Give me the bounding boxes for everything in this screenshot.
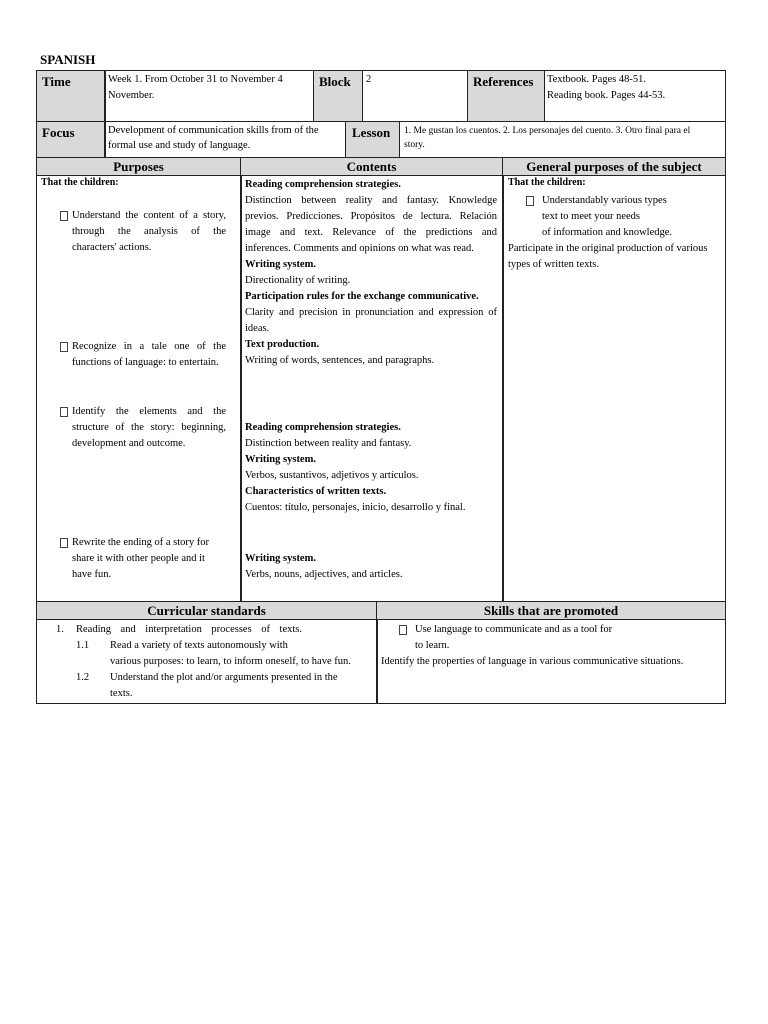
content-text: Writing of words, sentences, and paragraphs. <box>245 355 435 366</box>
content-heading: Reading comprehension strategies. <box>245 179 401 190</box>
standard-num: 1. <box>56 624 64 635</box>
standard-sub-num: 1.2 <box>76 672 90 683</box>
references-line1: Textbook. Pages 48-51. <box>547 74 647 85</box>
references-label: References <box>473 74 534 89</box>
content-heading: Reading comprehension strategies. <box>245 422 401 433</box>
focus-value: Development of communication skills from of the formal use and study of language. <box>108 125 319 151</box>
standard-text: Reading and interpretation processes of texts. <box>76 624 302 635</box>
general-intro: That the children: <box>508 177 586 188</box>
contents-column <box>245 177 497 369</box>
purpose-item: Understand the content of a story, through the analysis of the characters' actions. <box>40 208 226 256</box>
lesson-label: Lesson <box>352 125 391 140</box>
standard-sub-text: Understand the plot and/or arguments presented in the texts. <box>110 672 338 699</box>
content-text: Distinction between reality and fantasy. <box>245 438 412 449</box>
subject-title: SPANISH <box>40 52 96 67</box>
content-text: Verbos, sustantivos, adjetivos y artículos. <box>245 470 419 481</box>
purpose-item: Identify the elements and the structure of the story: beginning, development and outcome. <box>40 404 226 452</box>
content-heading: Writing system. <box>245 259 316 270</box>
standards-header: Curricular standards <box>36 601 377 620</box>
skills-list: Use language to communicate and as a tool for to learn. Identify the properties of language in various communicative situations. <box>381 624 684 667</box>
lesson-value: 1. Me gustan los cuentos. 2. Los personajes del cuento. 3. Otro final para el story. <box>404 126 691 150</box>
standard-sub-text: Read a variety of texts autonomously with various purposes: to learn, to inform oneself, to have fun. <box>110 640 351 667</box>
content-heading: Text production. <box>245 339 320 350</box>
content-text: Clarity and precision in pronunciation and expression of ideas. <box>245 307 497 334</box>
content-heading: Writing system. <box>245 553 316 564</box>
references-line2: Reading book. Pages 44-53. <box>547 90 666 101</box>
content-text: Cuentos: título, personajes, inicio, desarrollo y final. <box>245 502 466 513</box>
content-text: Verbs, nouns, adjectives, and articles. <box>245 569 403 580</box>
content-heading: Participation rules for the exchange communicative. <box>245 291 479 302</box>
content-heading: Characteristics of written texts. <box>245 486 387 497</box>
focus-label: Focus <box>42 125 75 140</box>
content-text: Distinction between reality and fantasy. Knowledge previos. Predicciones. Propósitos de lectura. Relación image and text. Relevance of the predictions and inferences. Comments and opinions on what was read. <box>245 195 497 254</box>
content-text: Directionality of writing. <box>245 275 351 286</box>
contents-header: Contents <box>240 157 503 176</box>
purpose-item: Recognize in a tale one of the functions of language: to entertain. <box>40 339 226 371</box>
time-label: Time <box>42 74 71 89</box>
contents-column-2 <box>245 420 497 516</box>
purposes-intro: That the children: <box>41 177 119 188</box>
block-label: Block <box>319 74 351 89</box>
skills-header: Skills that are promoted <box>376 601 726 620</box>
time-value: Week 1. From October 31 to November 4 November. <box>108 74 283 101</box>
purposes-header: Purposes <box>36 157 241 176</box>
general-item: Understandably various types text to meet your needs of information and knowledge. Participate in the original production of various types of written texts. <box>508 195 708 270</box>
general-purposes-header: General purposes of the subject <box>502 157 726 176</box>
standard-sub-num: 1.1 <box>76 640 90 651</box>
content-heading: Writing system. <box>245 454 316 465</box>
block-value: 2 <box>366 74 372 85</box>
contents-column-3 <box>245 551 497 583</box>
purpose-item: Rewrite the ending of a story for share it with other people and it have fun. <box>40 535 226 583</box>
